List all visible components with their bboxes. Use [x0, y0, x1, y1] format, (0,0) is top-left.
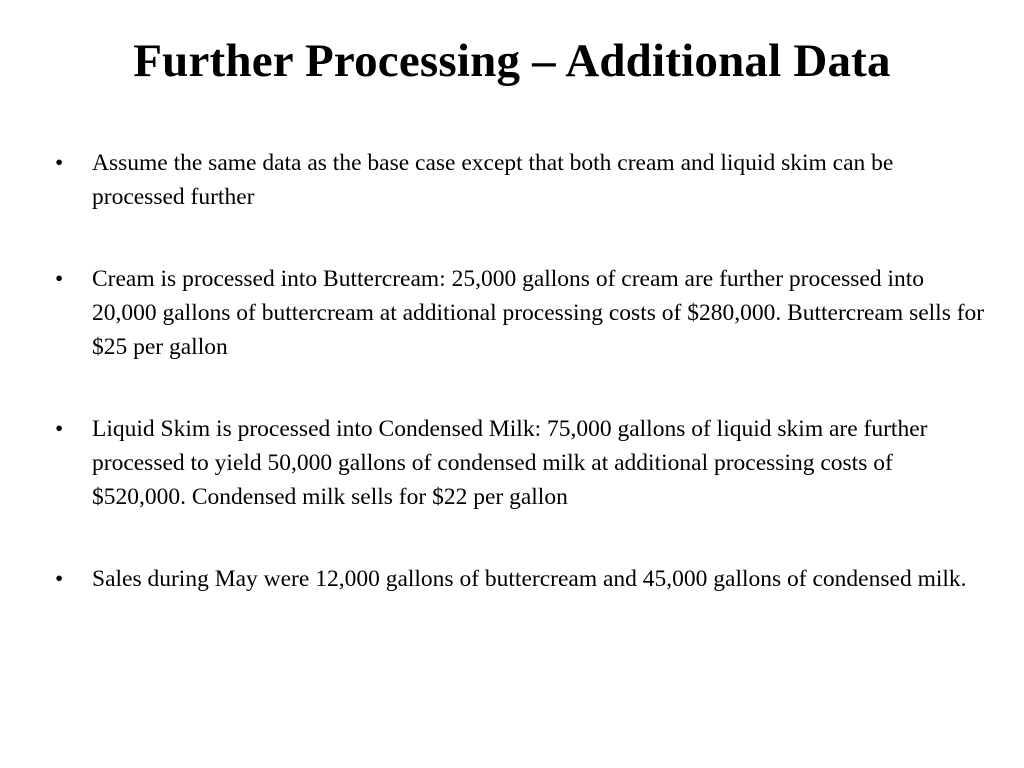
bullet-icon: • [55, 266, 64, 292]
bullet-text: Cream is processed into Buttercream: 25,000 gallons of cream are further processed into 20,000 gallons of buttercream at additional processing costs of $280,000. Buttercream sells for $25 per gallon [92, 266, 985, 360]
bullet-text: Assume the same data as the base case except that both cream and liquid skim can be processed further [92, 150, 894, 210]
bullet-icon: • [55, 416, 64, 442]
bullet-item-sales [55, 562, 990, 596]
bullet-icon: • [55, 566, 64, 592]
bullet-icon: • [55, 150, 64, 176]
bullet-text: Liquid Skim is processed into Condensed Milk: 75,000 gallons of liquid skim are further processed to yield 50,000 gallons of condensed milk at additional processing costs of $520,000. Condensed milk sells for $22 per gallon [92, 416, 928, 510]
bullet-text: Sales during May were 12,000 gallons of buttercream and 45,000 gallons of condensed milk. [92, 566, 967, 592]
bullet-item-liquid-skim [55, 412, 990, 514]
slide-title: Further Processing – Additional Data [133, 35, 891, 87]
bullet-list [55, 146, 990, 644]
bullet-item-cream [55, 262, 990, 364]
bullet-item-assumption [55, 146, 990, 214]
